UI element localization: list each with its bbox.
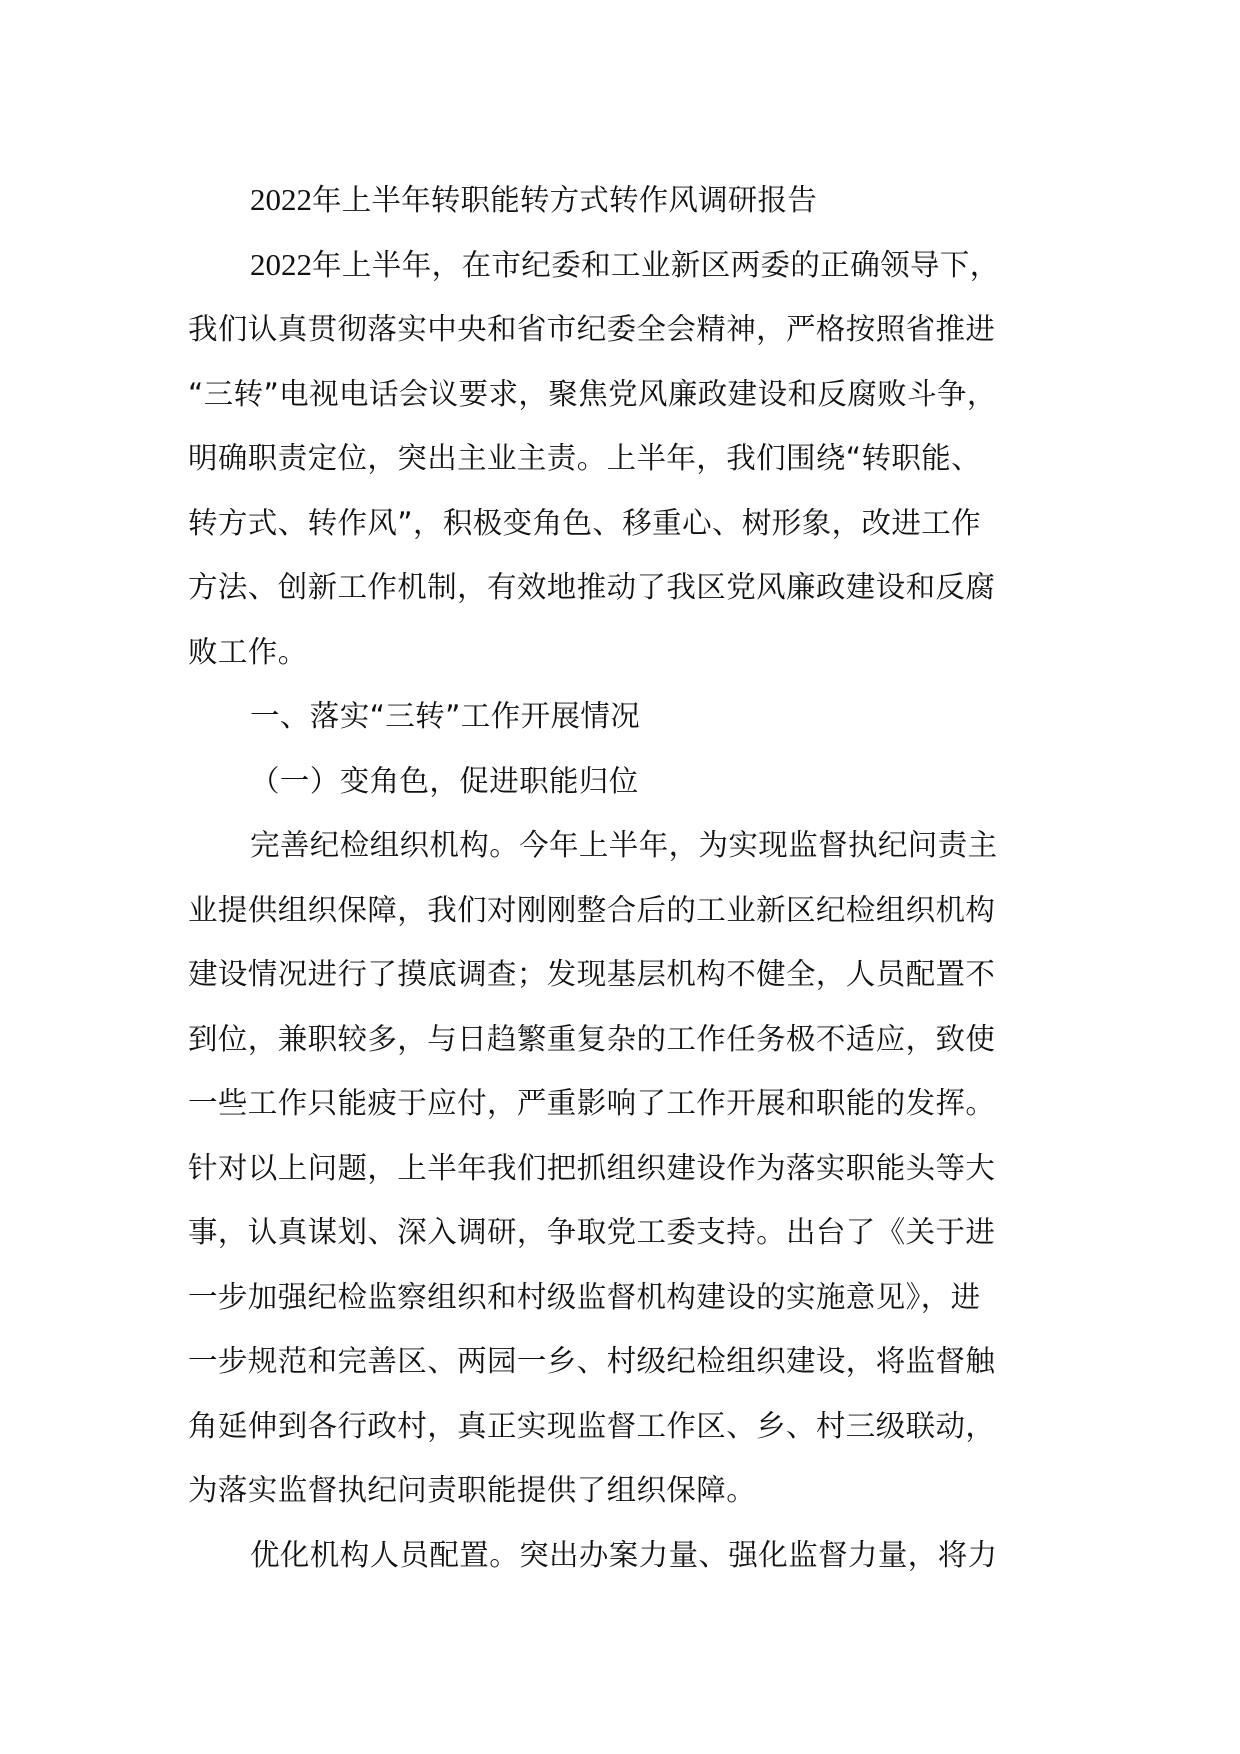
paragraph-line: 优化机构人员配置。突出办案力量、强化监督力量，将力 [250,1537,998,1572]
paragraph-line: 明确职责定位，突出主业主责。上半年，我们围绕“转职能、 [188,441,982,475]
paragraph-line: 业提供组织保障，我们对刚刚整合后的工业新区纪检组织机构 [188,892,996,927]
intro-year: 2022 [250,246,312,282]
paragraph-line: 方法、创新工作机制，有效地推动了我区党风廉政建设和反腐 [188,570,996,604]
section-heading: 一、落实“三转”工作开展情况 [250,699,641,733]
paragraph-line: 一步加强纪检监察组织和村级监督机构建设的实施意见》，进 [188,1279,981,1314]
paragraph-line: 事，认真谋划、深入调研，争取党工委支持。出台了《关于进 [188,1215,996,1249]
paragraph-organization [188,813,1058,1523]
title-text: 年上半年转职能转方式转作风调研报告 [312,183,817,217]
paragraph-line: 一些工作只能疲于应付，严重影响了工作开展和职能的发挥。 [188,1086,996,1120]
paragraph-intro [188,233,1058,685]
paragraph-line: 建设情况进行了摸底调查；发现基层机构不健全，人员配置不 [188,957,996,991]
paragraph-staffing [188,1523,1058,1588]
subsection-heading: （一）变角色，促进职能归位 [250,763,639,798]
paragraph-line: 我们认真贯彻落实中央和省市纪委全会精神，严格按照省推进 [188,312,996,346]
document-page [188,168,1058,1587]
paragraph-line: 转方式、转作风”，积极变角色、移重心、树形象，改进工作 [188,505,982,540]
line-text: 年上半年，在市纪委和工业新区两委的正确领导下， [312,247,1000,282]
paragraph-line [188,233,1058,298]
paragraph-line: 一步规范和完善区、两园一乡、村级纪检组织建设，将监督触 [188,1344,996,1378]
paragraph-line: 到位，兼职较多，与日趋繁重复杂的工作任务极不适应，致使 [188,1021,996,1056]
paragraph-line: 为落实监督执纪问责职能提供了组织保障。 [188,1473,757,1507]
paragraph-line: “三转”电视电话会议要求，聚焦党风廉政建设和反腐败斗争， [188,376,997,411]
paragraph-line: 败工作。 [188,634,308,669]
title-year: 2022 [250,182,312,217]
document-title [188,168,1058,233]
paragraph-line: 角延伸到各行政村，真正实现监督工作区、乡、村三级联动， [188,1408,996,1443]
paragraph-line: 完善纪检组织机构。今年上半年，为实现监督执纪问责主 [250,828,998,862]
paragraph-line: 针对以上问题，上半年我们把抓组织建设作为落实职能头等大 [188,1150,996,1185]
